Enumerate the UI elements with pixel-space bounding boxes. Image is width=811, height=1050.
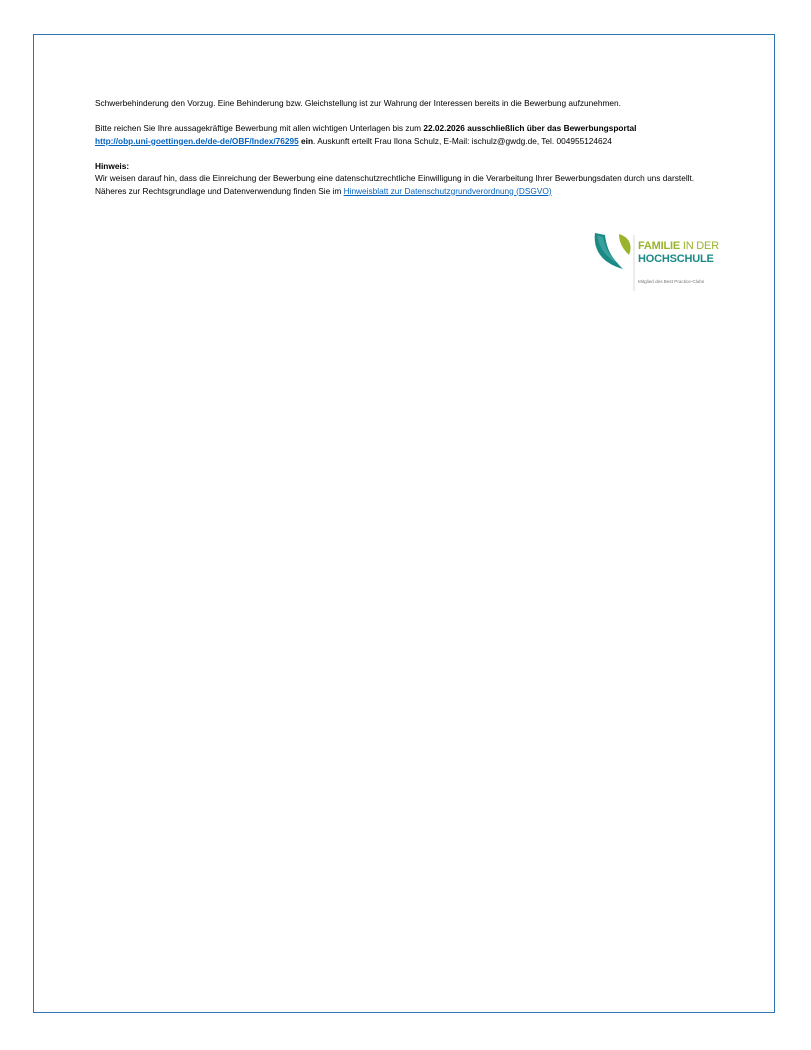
spacer <box>95 110 725 123</box>
dsgvo-link[interactable]: Hinweisblatt zur Datenschutzgrundverordnung (DSGVO) <box>343 185 552 196</box>
family-university-logo <box>593 231 733 293</box>
notice-text: Wir weisen darauf hin, dass die Einreichung der Bewerbung eine datenschutzrechtliche Einwilligung in die Verarbeitung Ihrer Bewerbungsdaten durch uns darstellt. Näheres zur Rechtsgrundlage und Datenverwendung finden Sie im <box>95 173 695 196</box>
application-contact: . Auskunft erteilt Frau Ilona Schulz, E-Mail: ischulz@gwdg.de, Tel. 004955124624 <box>313 135 612 146</box>
application-deadline: 22.02.2026 ausschließlich über das Bewerbungsportal <box>423 123 637 133</box>
paragraph-application <box>95 122 725 147</box>
logo-familie: FAMILIE <box>638 240 680 252</box>
notice-heading: Hinweis: <box>95 160 130 171</box>
logo-mark-icon <box>593 231 637 293</box>
application-portal-link[interactable]: http://obp.uni-goettingen.de/de-de/OBF/Index/76295 <box>95 135 299 146</box>
logo-hochschule: HOCHSCHULE <box>638 253 714 265</box>
logo-in-der: IN DER <box>680 240 719 252</box>
logo-wordmark <box>638 240 719 266</box>
logo-line-familie <box>638 240 719 253</box>
paragraph-disability: Schwerbehinderung den Vorzug. Eine Behinderung bzw. Gleichstellung ist zur Wahrung der Interessen bereits in die Bewerbung aufzunehmen. <box>95 98 621 108</box>
application-ein: ein <box>298 135 314 146</box>
logo-leaf-green <box>619 234 631 255</box>
application-intro: Bitte reichen Sie Ihre aussagekräftige Bewerbung mit allen wichtigen Unterlagen bis zum <box>95 123 424 133</box>
notice-paragraph <box>95 172 725 197</box>
logo-member-caption: Mitglied des Best Practice-Clubs <box>638 279 705 284</box>
spacer <box>95 147 725 160</box>
document-body <box>95 97 725 197</box>
